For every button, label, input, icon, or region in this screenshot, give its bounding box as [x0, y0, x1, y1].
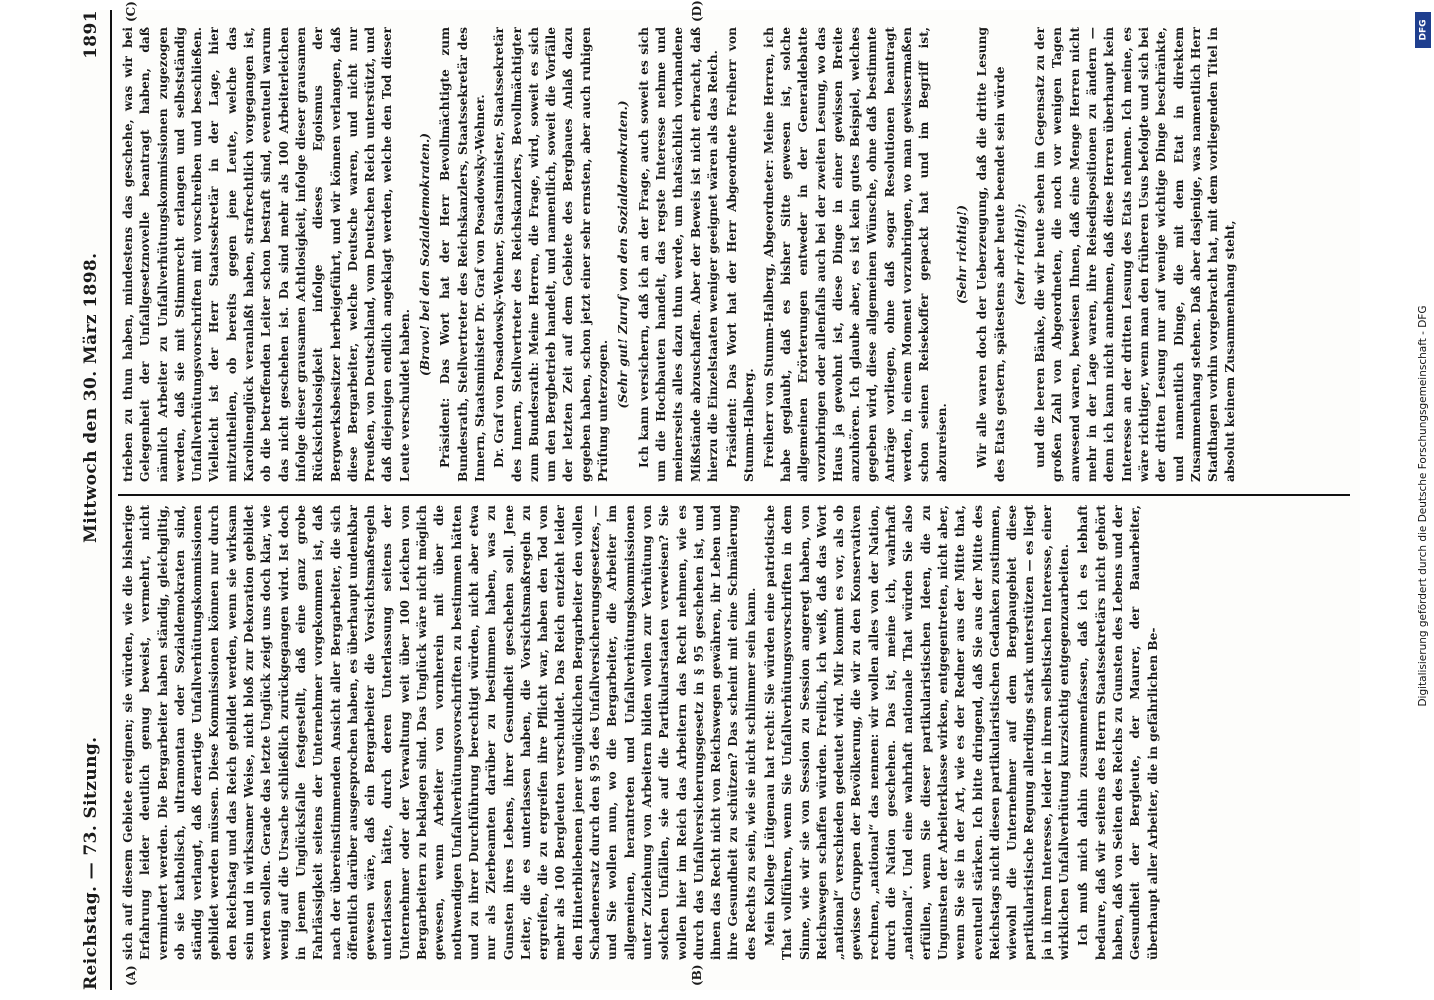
header-date: Mittwoch den 30. März 1898.	[81, 252, 101, 543]
page-header	[76, 10, 106, 990]
marker-b: (B)	[690, 964, 704, 986]
right-paragraph: Freiherr von Stumm-Halberg, Abgeordneter: Meine Herren, ich habe geglaubt, daß es bisher Sitte gewesen ist, solche allgemeinen Erörterungen entweder in der Generaldebatte vorzubringen oder allenfalls auch bei der zweiten Lesung, wo das Haus ja gewohnt ist, diese Dinge in einer gewissen Breite anzuhören. Ich glaube aber, es ist kein gutes Beispiel, welches gegeben wird, diese allgemeinen Wünsche, ohne daß bestimmte Anträge vorliegen, ohne daß sogar Resolutionen beantragt werden, in einem Moment vorzubringen, wo man gewissermaßen schon seinen Reisekoffer gepackt hat und im Begriff ist, abzureisen.	[761, 27, 949, 482]
right-paragraph: trieben zu thun haben, mindestens das geschehe, was wir bei Gelegenheit der Unfallgesetznovelle beantragt haben, daß nämlich Arbeiter zu Unfallverhütungskommissionen zugezogen werden, daß sie mit Stimmrecht erlangen und selbstständig Unfallverhütungsvorschriften mit vorschreiben und beschließen. Vielleicht ist der Herr Staatssekretär in der Lage, hier mitzutheilen, ob bereits gegen jene Leute, welche das Karolinenglück veranlaßt haben, strafrechtlich vorgegangen ist, ob die betreffenden Leiter schon bestraft sind, eventuell warum das nicht geschehen ist. Da sind mehr als 100 Arbeiterleichen infolge dieser grausamen Achtlosigkeit, infolge dieser grausamen Rücksichtslosigkeit infolge dieses Egoismus der Bergwerksbesitzer herbeigeführt, und wir können verlangen, daß diese Bergarbeiter, welche Deutsche waren, und nicht nur Preußen, von Deutschland, vom Deutschen Reich unterstützt, und daß diejenigen endlich angeklagt werden, welche den Tod dieser Leute verschuldet haben.	[121, 27, 412, 482]
marker-a: (A)	[124, 965, 138, 986]
column-divider	[118, 494, 1350, 496]
right-paragraph: Präsident: Das Wort hat der Herr Bevollmächtigte zum Bundesrath, Stellvertreter des Reichskanzlers, Staatssekretär des Innern, Staatsminister Dr. Graf von Posadowsky-Wehner.	[438, 27, 487, 482]
right-paragraph: Ich kann versichern, daß ich an der Frage, auch soweit es sich um die Hochbauten handelt, das regste Interesse nehme und meinerseits alles dazu thun werde, um thatsächlich vorhandene Mißstände abzuschaffen. Aber der Beweis ist nicht erbracht, daß hierzu die Einzelstaaten weniger geeignet wären als das Reich.	[636, 27, 720, 482]
right-column	[120, 27, 1352, 482]
left-paragraph: sich auf diesem Gebiete ereignen; sie würden, wie die bisherige Erfahrung leider deutlich genug beweist, vermehrt, nicht vermindert werden. Die Bergarbeiter haben ständig, gleichgiltig, ob sie katholisch, ultramontan oder Sozialdemokraten sind, ständig verlangt, daß derartige Unfallverhütungskommissionen gebildet werden müssen. Diese Kommissionen können nur durch den Reichstag und das Reich gebildet werden, wenn sie wirksam sein und in wirksamer Weise, nicht bloß zur Dekoration gebildet werden sollen. Gerade das letzte Unglück zeigt uns doch klar, wie wenig auf die Ursache schließlich zurückgegangen wird. Ist doch in jenem Unglücksfalle festgestellt, daß eine ganz grobe Fahrlässigkeit seitens der Unternehmer vorgekommen ist, daß nach der übereinstimmenden Ansicht aller Bergarbeiter, die sich öffentlich darüber ausgesprochen haben, es überhaupt undenkbar gewesen wäre, daß ein Bergarbeiter die Vorsichtsmaßregeln unterlassen hätte, durch deren Unterlassung seitens der Unternehmer oder der Verwaltung weit über 100 Leichen von Bergarbeitern zu beklagen sind. Das Unglück wäre nicht möglich gewesen, wenn Arbeiter von vornherein mit über die nothwendigen Unfallverhütungsvorschriften zu bestimmen hätten und zu ihrer Durchführung berechtigt würden, nicht aber etwa nur als Zierbeamten darüber zu bestimmen haben, was zu Gunsten ihres Lebens, ihrer Gesundheit geschehen soll. Jene Leiter, die es unterlassen haben, die Vorsichtsmaßregeln zu ergreifen, die zu ergreifen ihre Pflicht war, haben den Tod von mehr als 100 Bergleuten verschuldet. Das Reich entzieht leider den Hinterbliebenen jener unglücklichen Bergarbeiter den vollen Schadenersatz durch den § 95 des Unfallversicherungsgesetzes, — und Sie wollen nun, wo die Bergarbeiter, die Arbeiter im allgemeinen, herantreten und Unfallverhütungskommissionen unter Zuziehung von Arbeitern bilden wollen zur Verhütung von solchen Unfällen, sie auf die Partikularstaaten verweisen? Sie wollen hier im Reich das Arbeitern das Recht nehmen, wie es durch das Unfallversicherungsgesetz in § 95 geschehen ist, und ihnen das Recht nicht von Reichswegen gewähren, ihr Leben und ihre Gesundheit zu schützen? Das scheint mit eine Schmälerung des Rechts zu sein, wie sie nicht schlimmer sein kann.	[121, 505, 758, 960]
right-paragraph: Wir alle waren doch der Ueberzeugung, daß die dritte Lesung des Etats gestern, spätestens aber heute beendet sein würde	[975, 27, 1007, 482]
header-rule	[110, 10, 112, 990]
interjection: (sehr richtig!);	[1012, 203, 1027, 306]
interjection: (Sehr gut! Zuruf von den Sozialdemokraten.)	[616, 100, 631, 409]
rotated-page	[70, 0, 1360, 990]
right-paragraph: und die leeren Bänke, die wir heute sehen im Gegensatz zu der großen Zahl von Abgeordneten, die noch vor wenigen Tagen anwesend waren, beweisen Ihnen, daß eine Menge Herren nicht mehr in der Lage waren, ihre Reisedispositionen zu ändern — denn ich kann nicht annehmen, daß diese Herren überhaupt kein Interesse an der dritten Lesung des Etats nehmen. Ich meine, es wäre richtiger, wenn man den früheren Usus befolgte und sich bei der dritten Lesung nur auf wenige wichtige Dinge beschränkte, und namentlich Dinge, die mit dem Etat in direktem Zusammenhang stehen. Daß aber dasjenige, was namentlich Herr Stadthagen vorhin vorgebracht hat, mit dem vorliegenden Titel in absolut keinem Zusammenhang steht,	[1033, 27, 1238, 482]
dfg-credit	[1413, 6, 1433, 994]
page-number: 1891	[81, 10, 101, 59]
right-paragraph: Dr. Graf von Posadowsky-Wehner, Staatsminister, Staatssekretär des Innern, Stellvertreter des Reichskanzlers, Bevollmächtigter zum Bundesrath: Meine Herren, die Frage, wird, soweit es sich um den Bergbetrieb handelt, und namentlich, soweit die Vorfälle der letzten Zeit auf dem Gebiete des Bergbaues Anlaß dazu gegeben haben, schon jetzt einer sehr ernsten, aber auch ruhigen Prüfung unterzogen.	[492, 27, 611, 482]
interjection: (Sehr richtig!)	[954, 204, 969, 305]
left-paragraph: Ich muß mich dahin zusammenfassen, daß ich es lebhaft bedaure, daß wir seitens des Herrn Staatssekretärs nicht gehört haben, daß von Seiten des Reichs zu Gunsten des Lebens und der Gesundheit der Bergleute, der Maurer, der Bauarbeiter, überhaupt aller Arbeiter, die in gefährlichen Be-	[1076, 505, 1160, 960]
header-left: Reichstag. — 73. Sitzung.	[81, 736, 101, 990]
interjection: (Bravo! bei den Sozialdemokraten.)	[418, 132, 433, 377]
dfg-credit-text: Digitalisierung gefördert durch die Deutsche Forschungsgemeinschaft - DFG	[1417, 305, 1429, 707]
marker-c: (C)	[124, 1, 138, 22]
right-paragraph: Präsident: Das Wort hat der Herr Abgeordnete Freiherr von Stumm-Halberg.	[725, 27, 757, 482]
dfg-logo: DFG	[1415, 12, 1431, 48]
marker-d: (D)	[690, 0, 704, 22]
left-column	[120, 505, 1352, 960]
left-paragraph: Mein Kollege Lütgenau hat recht: Sie würden eine patriotische That vollführen, wenn Sie Unfallverhütungsvorschriften in dem Sinne, wie wir sie von Session zu Session angeregt haben, von Reichswegen schaffen würden. Freilich, ich weiß, daß das Wort „national“ verschieden gedeutet wird. Mir kommt es vor, als ob gewisse Gruppen der Bevölkerung, die wir zu den Konservativen rechnen, „national“ das nennen: wir wollen alles von der Nation, durch die Nation geschehen. Das ist, meine ich, wahrhaft „national“. Und eine wahrhaft nationale That würden Sie also erfüllen, wenn Sie dieser partikularistischen Ideen, die zu Ungunsten der Arbeiterklasse wirken, entgegentreten, nicht aber, wenn Sie sie in der Art, wie es der Redner aus der Mitte that, eventuell stärken. Ich bitte dringend, daß Sie aus der Mitte des Reichstags nicht diesen partikularistischen Gedanken zustimmen, wiewohl die Unternehmer auf dem Bergbaugebiet diese partikularistische Regung allerdings stark unterstützen — es liegt ja in ihrem Interesse, leider in ihrem selbstischen Interesse, einer wirklichen Unfallverhütung kurzsichtig entgegenzuarbeiten.	[762, 505, 1072, 960]
